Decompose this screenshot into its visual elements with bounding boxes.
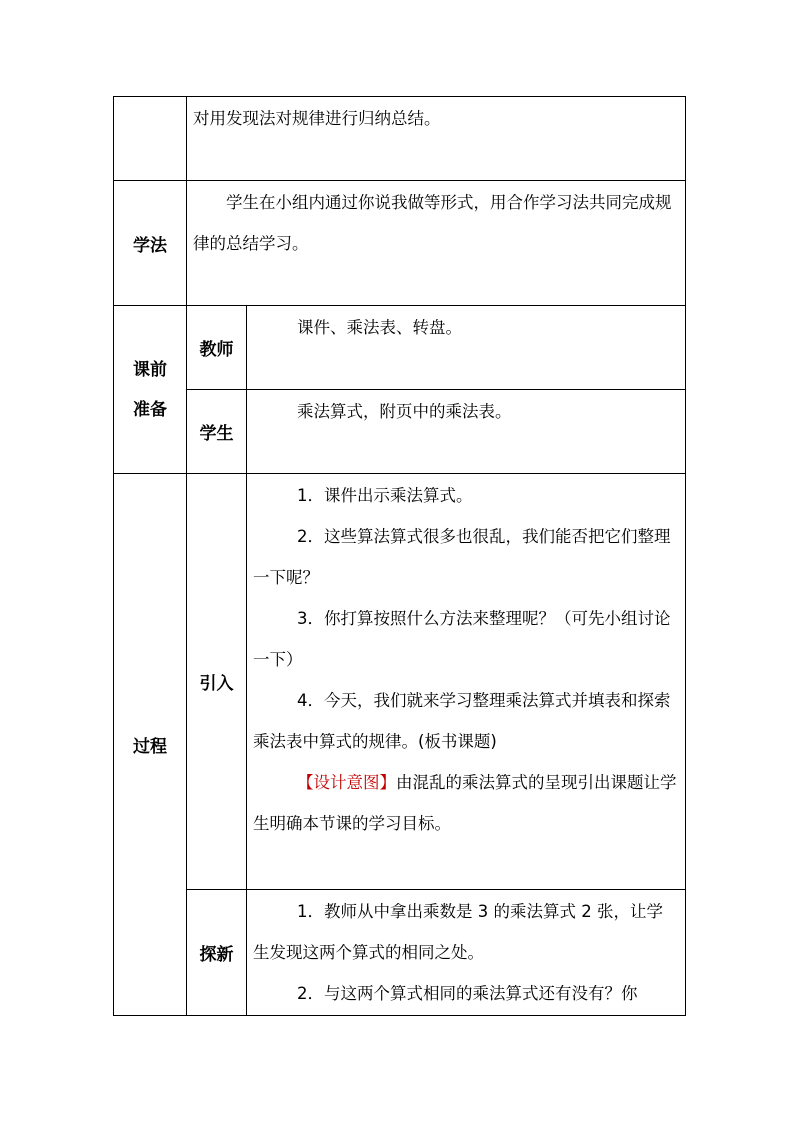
teacher-materials-text: 课件、乘法表、转盘。: [297, 318, 462, 337]
explore-item-1: 1．教师从中拿出乘数是 3 的乘法算式 2 张，让学生发现这两个算式的相同之处。: [253, 902, 663, 962]
teacher-materials-cell: [247, 306, 686, 390]
intro-cell: [247, 474, 686, 890]
method-summary-cell: [187, 97, 686, 181]
study-method-label: 学法: [114, 181, 187, 306]
table-row: [114, 390, 686, 474]
intro-item-4: 4．今天，我们就来学习整理乘法算式并填表和探索乘法表中算式的规律。(板书课题): [253, 691, 671, 751]
design-intent-text: 由混乱的乘法算式的呈现引出课题让学生明确本节课的学习目标。: [253, 773, 677, 833]
empty-label-cell: [114, 97, 187, 181]
table-row: [114, 890, 686, 1016]
teacher-label: 教师: [187, 306, 247, 390]
explore-cell: [247, 890, 686, 1016]
table-row: [114, 306, 686, 390]
design-intent-paragraph: [253, 762, 679, 844]
table-row: [114, 97, 686, 181]
intro-item-2: 2．这些算法算式很多也很乱，我们能否把它们整理一下呢？: [253, 527, 671, 587]
explore-label: 探新: [187, 890, 247, 1016]
student-materials-cell: [247, 390, 686, 474]
study-method-text: 学生在小组内通过你说我做等形式，用合作学习法共同完成规律的总结学习。: [193, 193, 672, 253]
process-label: 过程: [114, 474, 187, 1016]
student-materials-text: 乘法算式，附页中的乘法表。: [297, 402, 512, 421]
student-label: 学生: [187, 390, 247, 474]
explore-item-2: 2．与这两个算式相同的乘法算式还有没有？你: [297, 984, 638, 1003]
intro-item-1: 1．课件出示乘法算式。: [297, 486, 473, 505]
preparation-label-line2: 准备: [133, 399, 167, 420]
table-row: [114, 474, 686, 890]
study-method-cell: [187, 181, 686, 306]
intro-item-3: 3．你打算按照什么方法来整理呢？（可先小组讨论一下）: [253, 609, 671, 669]
table-row: [114, 181, 686, 306]
preparation-label-line1: 课前: [133, 359, 167, 380]
lesson-plan-table: [113, 96, 686, 1016]
intro-label: 引入: [187, 474, 247, 890]
method-summary-text: 对用发现法对规律进行归纳总结。: [193, 109, 441, 128]
design-intent-tag: 【设计意图】: [297, 773, 396, 792]
preparation-label: [114, 306, 187, 474]
